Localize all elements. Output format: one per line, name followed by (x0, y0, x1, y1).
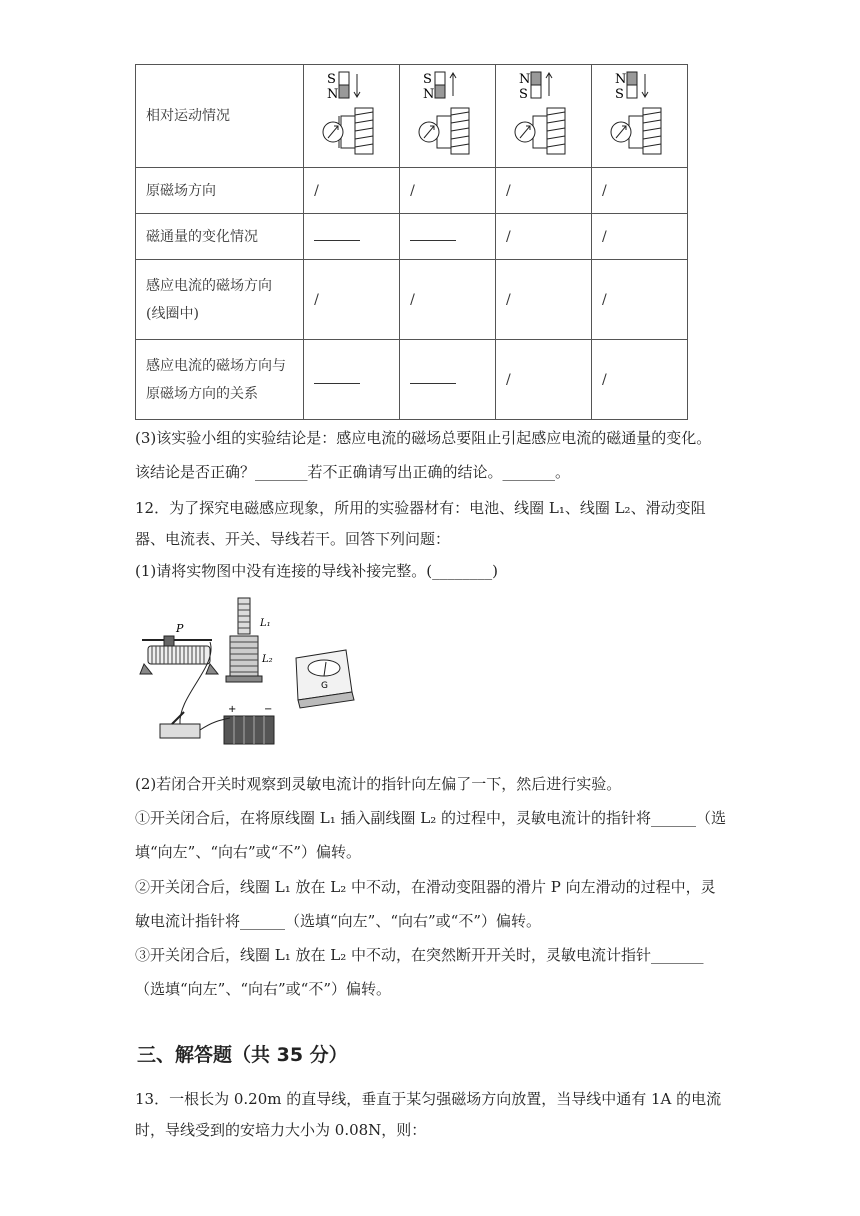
table-cell: / (592, 214, 688, 260)
galvanometer-label: G (321, 681, 328, 691)
table-row (136, 260, 688, 340)
down-arrow-icon (642, 74, 648, 97)
table-cell: / (304, 260, 400, 340)
magnet-coil-figure (507, 68, 581, 164)
figure-cell-4 (592, 65, 688, 168)
down-arrow-icon (354, 74, 360, 97)
q12-s1-line2: 填“向左”、“向右”或“不”）偏转。 (135, 843, 362, 861)
pole-bottom-label: N (326, 87, 338, 102)
table-cell: / (496, 340, 592, 420)
battery-icon (224, 704, 274, 744)
table-cell (304, 340, 400, 420)
q12-part1: (1)请将实物图中没有连接的导线补接完整。(________) (135, 562, 498, 580)
magnet-coil-figure (315, 68, 389, 164)
table-row (136, 65, 688, 168)
table-cell (400, 214, 496, 260)
coil-l1-label: L₁ (260, 618, 271, 629)
pole-bottom-label: N (422, 87, 434, 102)
table-cell: / (592, 260, 688, 340)
experiment-table (135, 64, 688, 420)
figure-cell-1 (304, 65, 400, 168)
row-label: 磁通量的变化情况 (136, 214, 304, 260)
coil-icon (226, 598, 273, 682)
table-cell: / (496, 168, 592, 214)
table-cell: / (304, 168, 400, 214)
row-label: 感应电流的磁场方向 (线圈中) (136, 260, 304, 340)
apparatus-figure (138, 596, 358, 746)
table-cell: / (592, 168, 688, 214)
q13-line1: 13．一根长为 0.20m 的直导线，垂直于某匀强磁场方向放置，当导线中通有 1A 的电流 (135, 1090, 722, 1108)
table-row (136, 340, 688, 420)
pole-top-label: N (518, 72, 530, 87)
q12-line1: 12．为了探究电磁感应现象，所用的实验器材有：电池、线圈 L₁、线圈 L₂、滑动变阻 (135, 499, 706, 517)
q12-s3-line2: （选填“向左”、“向右”或“不”）偏转。 (135, 980, 392, 998)
table-cell: / (400, 260, 496, 340)
q11-part3-line2: 该结论是否正确？_______若不正确请写出正确的结论。_______。 (135, 463, 571, 481)
up-arrow-icon (546, 73, 552, 96)
galvanometer-icon (296, 650, 354, 708)
switch-icon (160, 712, 200, 738)
pole-top-label: S (326, 72, 336, 87)
table-row (136, 214, 688, 260)
pole-bottom-label: S (518, 87, 528, 102)
pole-bottom-label: S (614, 87, 624, 102)
answer-blank[interactable] (314, 371, 360, 384)
table-cell: / (592, 340, 688, 420)
battery-minus-label: − (264, 704, 273, 715)
coil-l2-label: L₂ (262, 654, 273, 665)
answer-blank[interactable] (410, 371, 456, 384)
pole-top-label: N (614, 72, 626, 87)
table-cell (304, 214, 400, 260)
table-header-cell: 相对运动情况 (136, 65, 304, 168)
q12-s2-line2: 敏电流计指针将______（选填“向左”、“向右”或“不”）偏转。 (135, 912, 542, 930)
figure-cell-2 (400, 65, 496, 168)
battery-plus-label: + (228, 704, 237, 715)
up-arrow-icon (450, 73, 456, 96)
figure-cell-3 (496, 65, 592, 168)
table-cell: / (496, 214, 592, 260)
section-heading: 三、解答题（共 35 分） (137, 1044, 348, 1066)
table-cell (400, 340, 496, 420)
magnet-coil-figure (603, 68, 677, 164)
q13-line2: 时，导线受到的安培力大小为 0.08N，则： (135, 1121, 427, 1139)
row-label: 感应电流的磁场方向与 原磁场方向的关系 (136, 340, 304, 420)
magnet-coil-figure (411, 68, 485, 164)
row-label: 原磁场方向 (136, 168, 304, 214)
q12-s2-line1: ②开关闭合后，线圈 L₁ 放在 L₂ 中不动，在滑动变阻器的滑片 P 向左滑动的过程中，灵 (135, 878, 716, 896)
table-cell: / (400, 168, 496, 214)
table-row (136, 168, 688, 214)
q12-part2: (2)若闭合开关时观察到灵敏电流计的指针向左偏了一下，然后进行实验。 (135, 775, 622, 793)
answer-blank[interactable] (410, 228, 456, 241)
slider-label: P (176, 622, 184, 635)
q11-part3-line1: (3)该实验小组的实验结论是：感应电流的磁场总要阻止引起感应电流的磁通量的变化。 (135, 429, 712, 447)
pole-top-label: S (422, 72, 432, 87)
q12-s1-line1: ①开关闭合后，在将原线圈 L₁ 插入副线圈 L₂ 的过程中，灵敏电流计的指针将______（选 (135, 809, 727, 827)
answer-blank[interactable] (314, 228, 360, 241)
q12-line2: 器、电流表、开关、导线若干。回答下列问题： (135, 530, 451, 548)
q12-s3-line1: ③开关闭合后，线圈 L₁ 放在 L₂ 中不动，在突然断开开关时，灵敏电流计指针_______ (135, 946, 704, 964)
table-cell: / (496, 260, 592, 340)
